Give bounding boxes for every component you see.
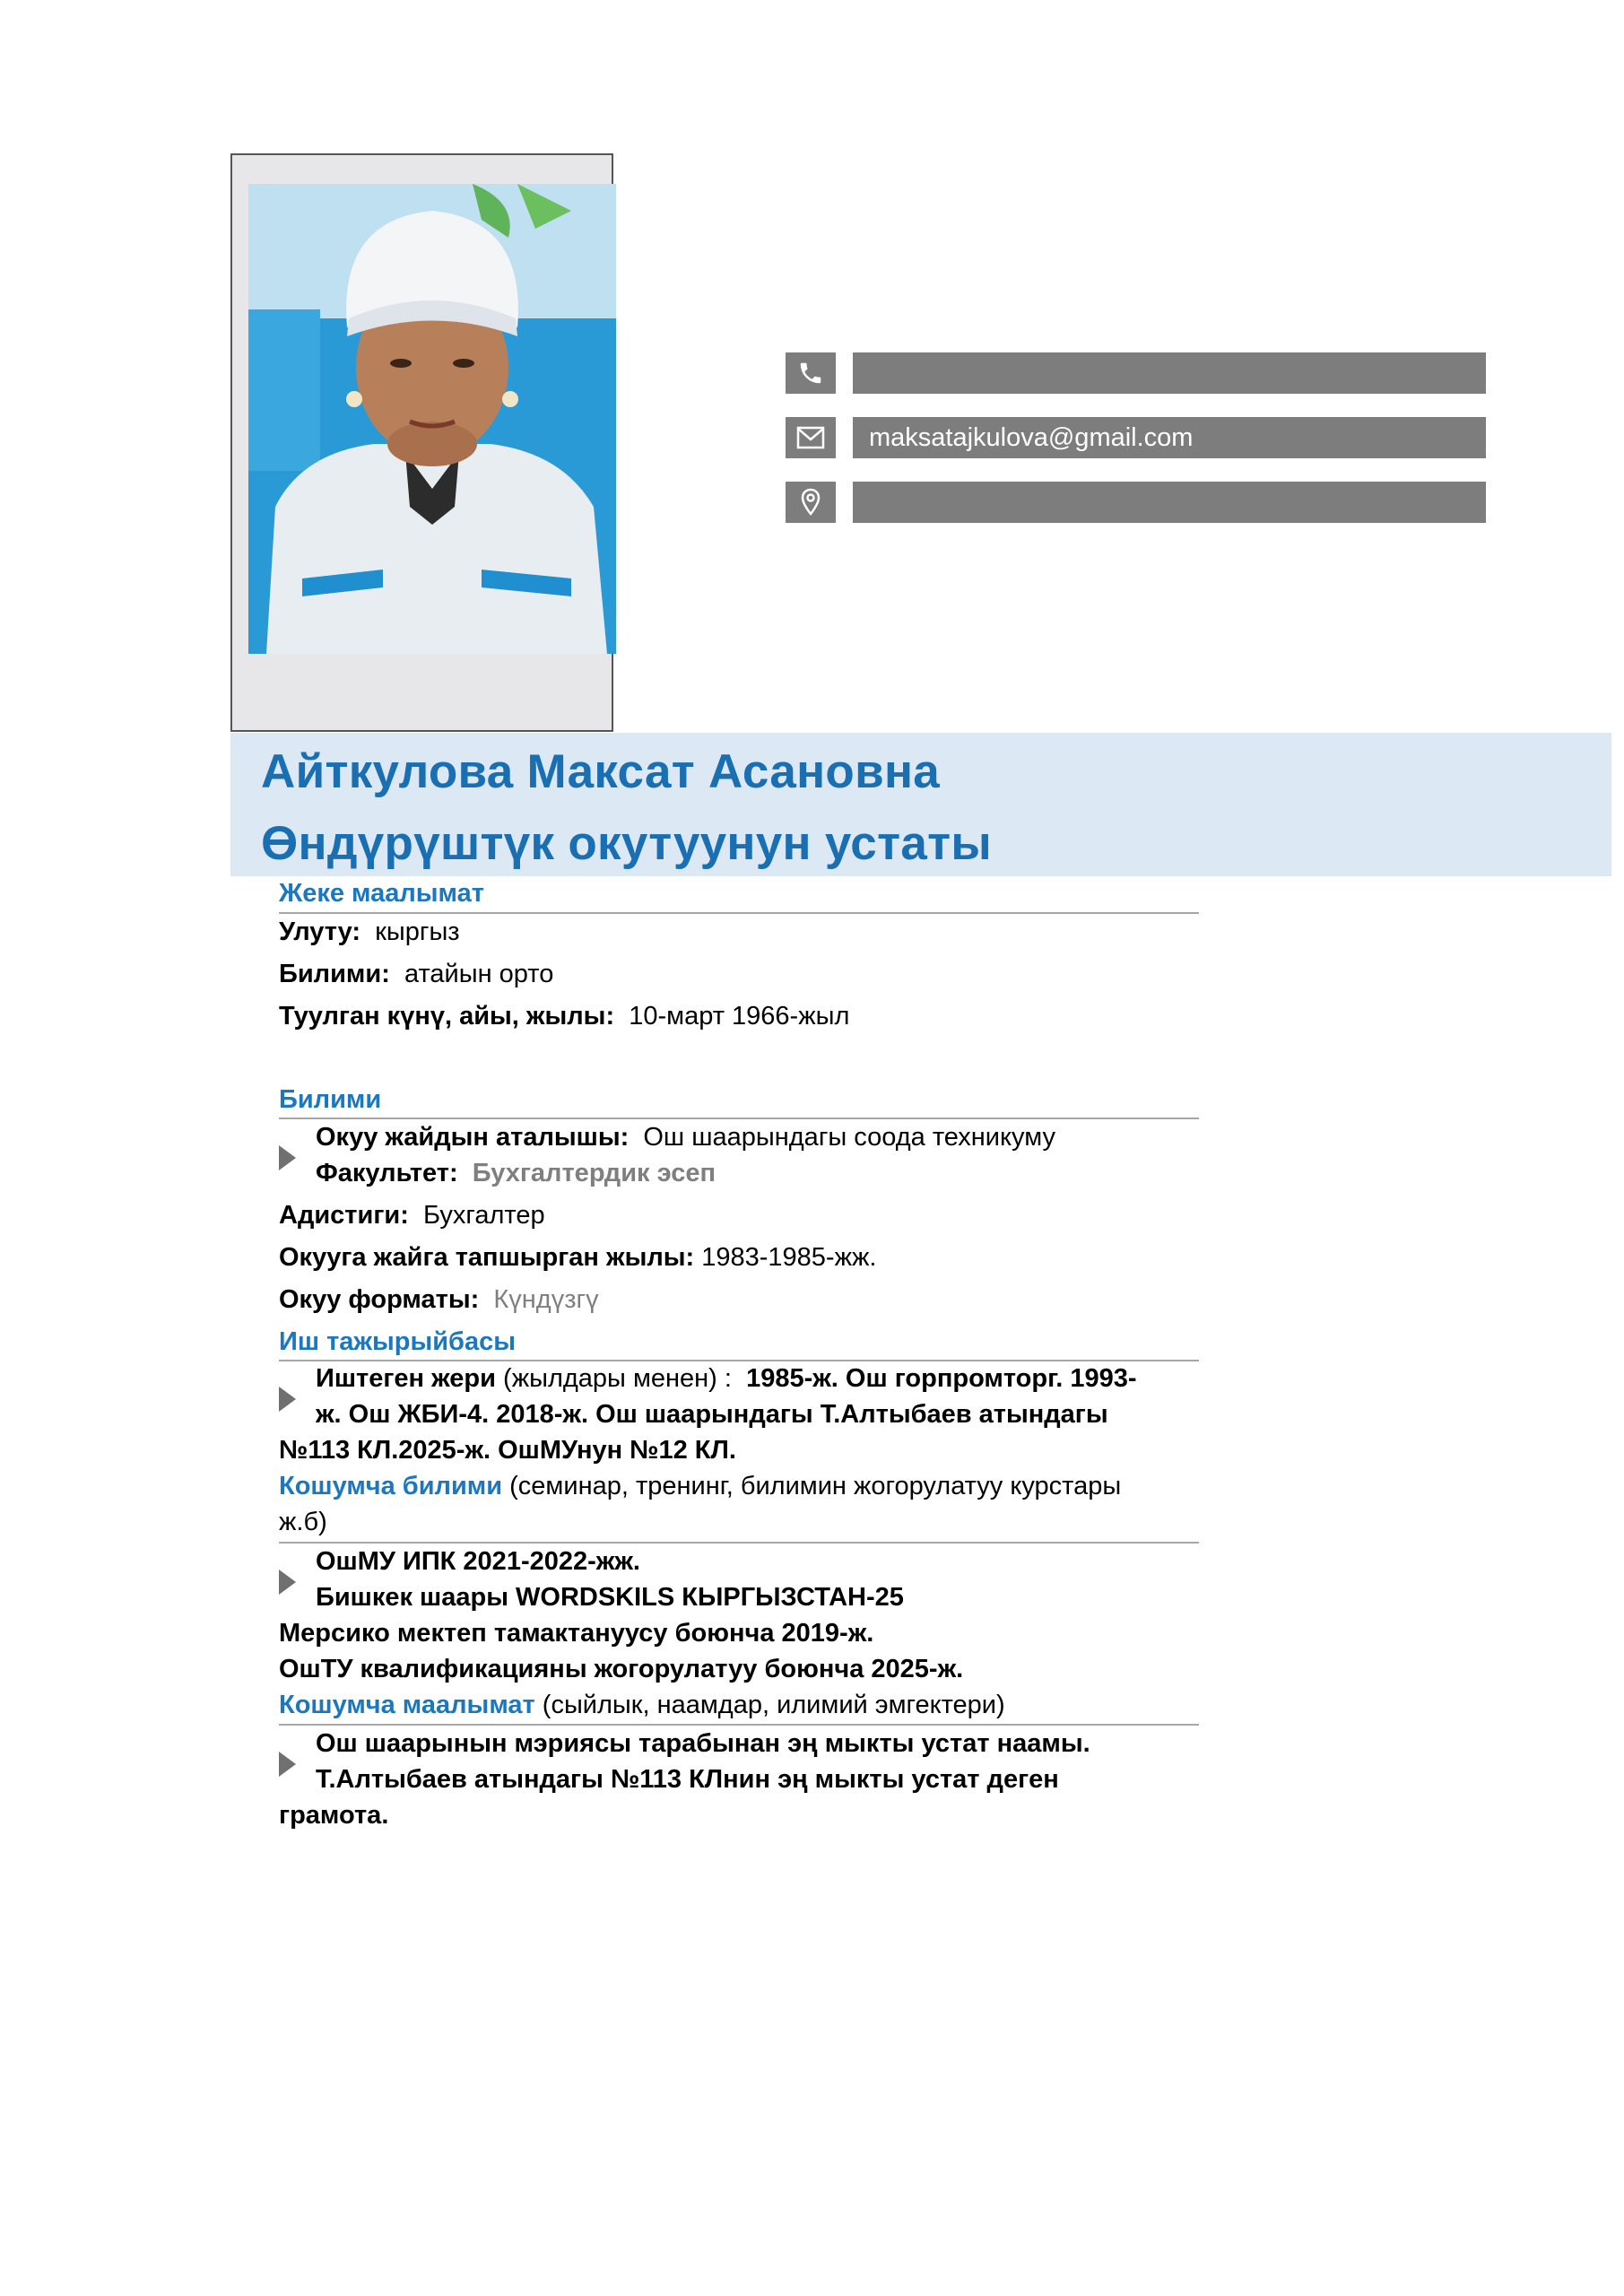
study-years-label: Окууга жайга тапшырган жылы: [279,1243,695,1272]
education-level-label: Билими: [279,960,390,988]
work-heading: Иш тажырыйбасы [279,1327,516,1356]
faculty-value: Бухгалтердик эсеп [472,1159,716,1187]
bullet-triangle-icon [279,1752,296,1777]
extra-education-line-2: Бишкек шаары WORDSKILS КЫРГЫЗСТАН-25 [316,1583,904,1612]
extra-info-line-2: Т.Алтыбаев атындагы №113 КЛнин эң мыкты устат деген [316,1765,1059,1794]
person-name: Айткулова Максат Асановна [261,745,941,798]
email-field[interactable]: maksatajkulova@gmail.com [853,417,1486,458]
phone-icon [786,352,836,394]
section-divider [279,1542,1199,1544]
institution-row [316,1123,1055,1152]
extra-education-heading: Кошумча билими [279,1472,503,1500]
phone-field [853,352,1486,394]
extra-info-heading-row [279,1691,1005,1720]
birth-value: 10-март 1966-жыл [629,1002,850,1031]
section-divider [279,912,1199,914]
extra-education-line-3: Мерсико мектеп тамактануусу боюнча 2019-ж. [279,1619,874,1648]
education-level-value: атайын орто [404,960,554,988]
specialty-label: Адистиги: [279,1201,409,1230]
faculty-label: Факультет: [316,1159,458,1187]
faculty-row [316,1159,716,1188]
bullet-triangle-icon [279,1387,296,1412]
bullet-triangle-icon [279,1145,296,1170]
work-line-2: ж. Ош ЖБИ-4. 2018-ж. Ош шаарындагы Т.Алтыбаев атындагы [316,1400,1108,1429]
address-field [853,482,1486,523]
extra-education-line-4: ОшТУ квалификацияны жогорулатуу боюнча 2025-ж. [279,1655,964,1683]
study-format-value: Күндүзгү [493,1285,599,1314]
extra-education-note-2: ж.б) [279,1508,327,1536]
study-years-value: 1983-1985-жж. [701,1243,877,1272]
section-divider [279,1724,1199,1726]
birth-label: Туулган күнү, айы, жылы: [279,1002,615,1031]
institution-value: Ош шаарындагы соода техникуму [643,1123,1055,1152]
extra-education-heading-row [279,1472,1121,1501]
work-place-label: Иштеген жери [316,1364,496,1393]
birth-row [279,1002,849,1031]
location-pin-icon [786,482,836,523]
extra-info-note: (сыйлык, наамдар, илимий эмгектери) [542,1691,1005,1719]
extra-education-note: (семинар, тренинг, билимин жогорулатуу курстары [509,1472,1122,1500]
section-divider [279,1118,1199,1119]
specialty-value: Бухгалтер [423,1201,545,1230]
study-format-row [279,1285,599,1315]
envelope-icon [786,417,836,458]
institution-label: Окуу жайдын аталышы: [316,1123,630,1152]
extra-info-heading: Кошумча маалымат [279,1691,535,1719]
job-title: Өндүрүштүк окутуунун устаты [261,817,992,870]
work-line-3: №113 КЛ.2025-ж. ОшМУнун №12 КЛ. [279,1436,736,1465]
extra-education-line-1: ОшМУ ИПК 2021-2022-жж. [316,1547,640,1576]
work-line-1 [316,1364,1137,1394]
nationality-value: кыргыз [375,918,460,946]
bullet-triangle-icon [279,1570,296,1595]
specialty-row [279,1201,545,1231]
section-divider [279,1360,1199,1361]
work-place-paren: (жылдары менен) : [503,1364,732,1393]
personal-heading: Жеке маалымат [279,879,484,908]
work-line-1-text: 1985-ж. Ош горпромторг. 1993- [746,1364,1137,1393]
nationality-row [279,918,460,947]
study-format-label: Окуу форматы: [279,1285,480,1314]
extra-info-line-1: Ош шаарынын мэриясы тарабынан эң мыкты устат наамы. [316,1729,1090,1758]
profile-photo-frame [230,153,613,732]
study-years-row [279,1243,876,1273]
profile-photo [248,184,616,654]
education-level-row [279,960,553,989]
nationality-label: Улуту: [279,918,361,946]
education-heading: Билими [279,1085,382,1114]
extra-info-line-3: грамота. [279,1801,389,1830]
